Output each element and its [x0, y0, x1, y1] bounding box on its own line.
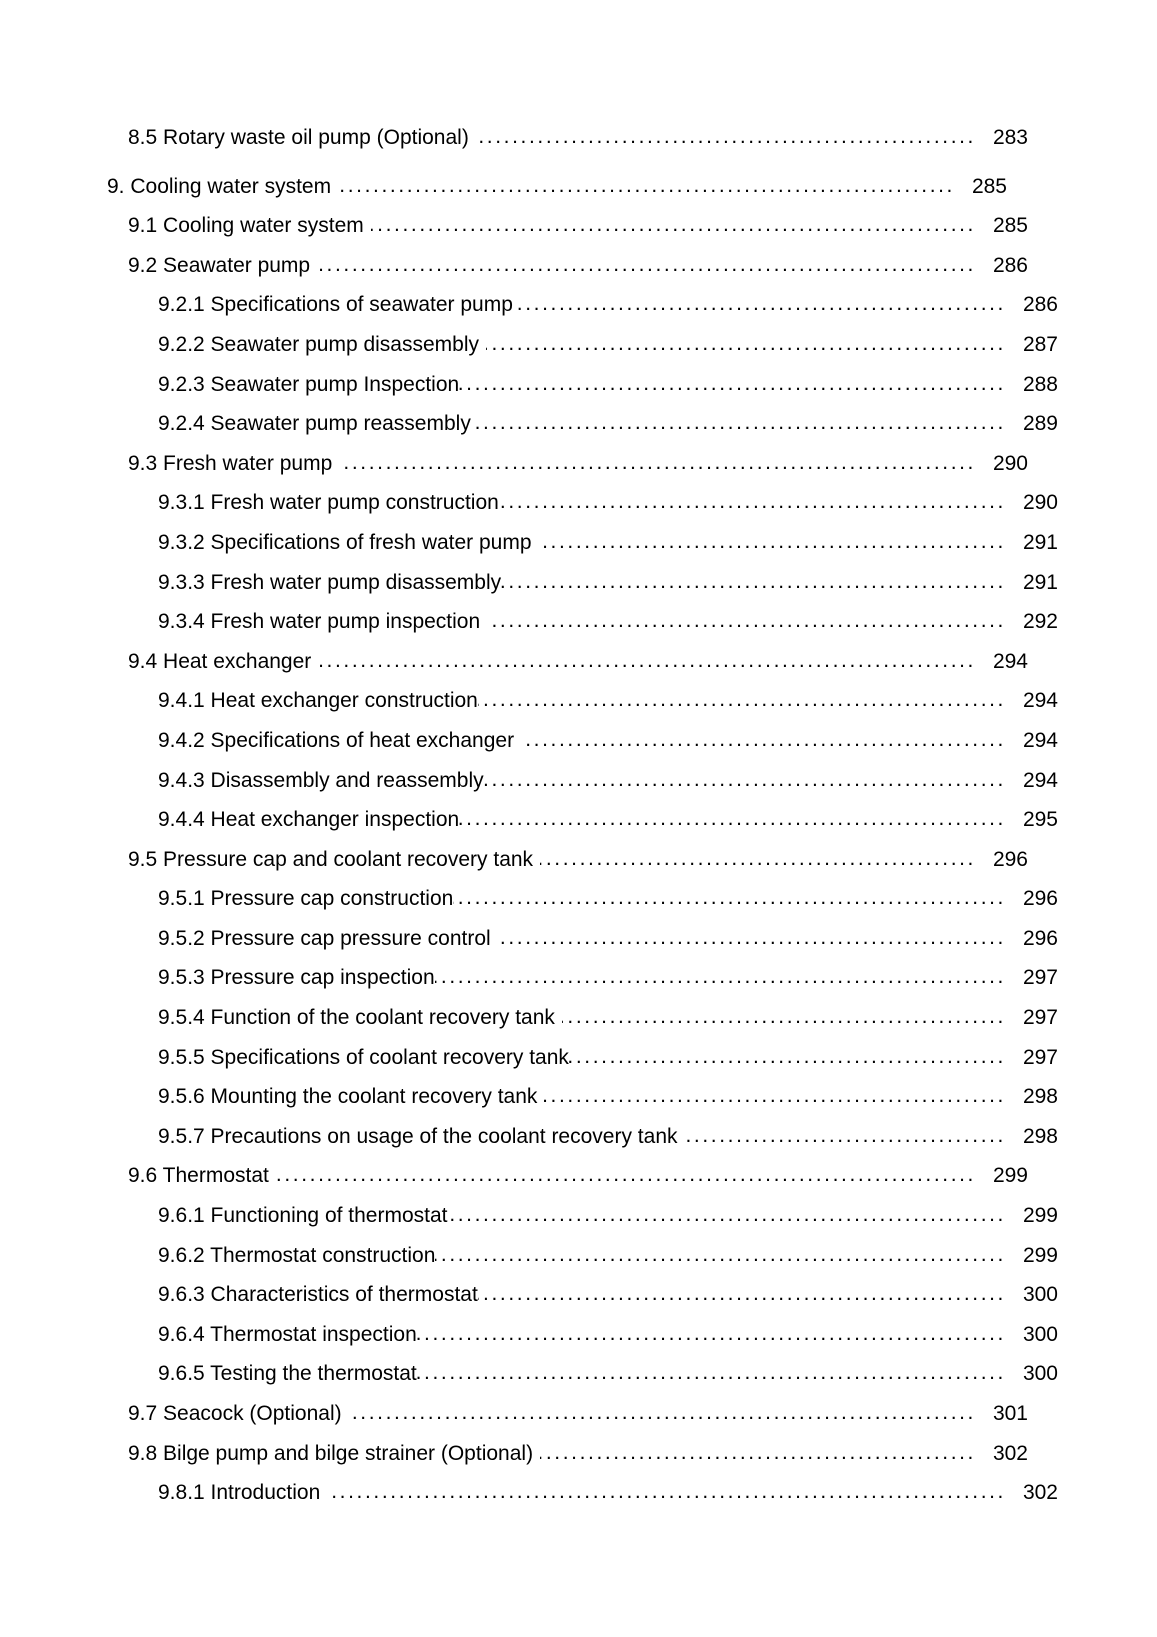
toc-entry-page-number: 298 — [1022, 1124, 1058, 1148]
toc-entry-page-number: 292 — [1022, 610, 1058, 634]
toc-entry-title: 9.4.1 Heat exchanger construction — [158, 689, 478, 713]
toc-entry-page-number: 295 — [1022, 808, 1058, 832]
toc-dot-leader — [521, 720, 1006, 760]
toc-dot-leader — [569, 1037, 1006, 1077]
toc-entry-title: 9.5.4 Function of the coolant recovery tank — [158, 1006, 555, 1030]
toc-entry-page-number: 288 — [1022, 372, 1058, 396]
toc-entry[interactable] — [107, 958, 1058, 998]
toc-dot-leader — [499, 482, 1006, 522]
toc-entry-page-number: 299 — [1022, 1243, 1058, 1267]
toc-dot-leader — [498, 918, 1006, 958]
toc-entry-page-number: 290 — [1022, 491, 1058, 515]
toc-entry-page-number: 287 — [1022, 332, 1058, 356]
toc-entry[interactable] — [107, 285, 1058, 325]
toc-entry-title: 9.4.3 Disassembly and reassembly — [158, 768, 484, 792]
toc-entry-title: 9.3.2 Specifications of fresh water pump — [158, 530, 532, 554]
toc-entry-title: 8.5 Rotary waste oil pump (Optional) — [128, 126, 469, 149]
toc-dot-leader — [417, 1314, 1006, 1354]
toc-entry-page-number: 300 — [1022, 1322, 1058, 1346]
toc-entry[interactable] — [107, 879, 1058, 919]
toc-entry-page-number: 296 — [1022, 887, 1058, 911]
toc-dot-leader — [484, 760, 1006, 800]
toc-dot-leader — [540, 839, 976, 879]
toc-entry[interactable] — [107, 1434, 1028, 1474]
toc-entry-title: 9.6.4 Thermostat inspection — [158, 1322, 417, 1346]
toc-entry[interactable] — [107, 840, 1028, 880]
toc-entry[interactable] — [107, 1394, 1028, 1434]
toc-entry-page-number: 300 — [1022, 1362, 1058, 1386]
toc-entry[interactable] — [107, 1038, 1058, 1078]
toc-entry[interactable] — [107, 602, 1058, 642]
toc-entry-title: 9.6 Thermostat — [128, 1164, 269, 1188]
toc-entry-page-number: 302 — [1022, 1481, 1058, 1505]
toc-entry-title: 9.8.1 Introduction — [158, 1481, 321, 1505]
toc-entry-title: 9.3 Fresh water pump — [128, 451, 333, 475]
toc-entry[interactable] — [107, 721, 1058, 761]
toc-entry-page-number: 285 — [971, 174, 1007, 198]
toc-entry[interactable] — [107, 1315, 1058, 1355]
toc-dot-leader — [435, 957, 1006, 997]
toc-dot-leader — [478, 680, 1006, 720]
toc-entry-page-number: 291 — [1022, 570, 1058, 594]
toc-entry-title: 9.2.3 Seawater pump Inspection — [158, 372, 460, 396]
toc-entry[interactable] — [107, 919, 1058, 959]
toc-entry[interactable] — [107, 483, 1058, 523]
toc-entry[interactable] — [107, 167, 1007, 207]
toc-entry-title: 9.3.4 Fresh water pump inspection — [158, 610, 481, 634]
toc-dot-leader — [318, 641, 976, 681]
toc-dot-leader — [448, 1195, 1007, 1235]
toc-dot-leader — [435, 1235, 1006, 1275]
toc-entry-page-number: 286 — [1022, 293, 1058, 317]
toc-entry[interactable] — [107, 118, 1028, 158]
toc-entry[interactable] — [107, 1236, 1058, 1276]
toc-entry[interactable] — [107, 642, 1028, 682]
toc-entry[interactable] — [107, 365, 1058, 405]
toc-entry-title: 9.5.7 Precautions on usage of the coolant recovery tank — [158, 1124, 678, 1148]
toc-entry-title: 9.2.4 Seawater pump reassembly — [158, 412, 471, 436]
toc-entry[interactable] — [107, 1156, 1028, 1196]
toc-entry-title: 9.5 Pressure cap and coolant recovery tank — [128, 847, 534, 871]
toc-entry-title: 9.3.1 Fresh water pump construction — [158, 491, 499, 515]
toc-entry-page-number: 283 — [992, 126, 1028, 149]
toc-dot-leader — [476, 117, 976, 157]
toc-entry-title: 9.6.1 Functioning of thermostat — [158, 1204, 448, 1228]
toc-entry-title: 9.4 Heat exchanger — [128, 649, 312, 673]
toc-entry[interactable] — [107, 1275, 1058, 1315]
toc-entry-title: 9.4.2 Specifications of heat exchanger — [158, 728, 515, 752]
toc-entry-page-number: 291 — [1022, 530, 1058, 554]
toc-dot-leader — [453, 878, 1006, 918]
toc-entry-page-number: 294 — [992, 649, 1028, 673]
toc-entry[interactable] — [107, 325, 1058, 365]
toc-entry-page-number: 297 — [1022, 1045, 1058, 1069]
toc-dot-leader — [417, 1353, 1006, 1393]
toc-entry-page-number: 300 — [1022, 1283, 1058, 1307]
toc-dot-leader — [459, 364, 1006, 404]
toc-entry[interactable] — [107, 761, 1058, 801]
toc-entry-page-number: 299 — [992, 1164, 1028, 1188]
toc-dot-leader — [339, 443, 976, 483]
toc-entry-page-number: 297 — [1022, 1006, 1058, 1030]
toc-dot-leader — [471, 403, 1006, 443]
toc-dot-leader — [327, 1472, 1006, 1512]
toc-entry[interactable] — [107, 1473, 1058, 1513]
toc-entry-page-number: 301 — [992, 1402, 1028, 1425]
toc-entry-page-number: 290 — [992, 451, 1028, 475]
toc-dot-leader — [338, 166, 955, 206]
toc-entry-title: 9.2.2 Seawater pump disassembly — [158, 332, 479, 356]
toc-entry-title: 9.2.1 Specifications of seawater pump — [158, 293, 513, 317]
toc-entry-page-number: 294 — [1022, 768, 1058, 792]
toc-entry-title: 9.6.2 Thermostat construction — [158, 1243, 436, 1267]
toc-dot-leader — [539, 522, 1006, 562]
toc-entry-title: 9.8 Bilge pump and bilge strainer (Optional) — [128, 1441, 534, 1465]
toc-entry-title: 9.5.3 Pressure cap inspection — [158, 966, 435, 990]
toc-entry[interactable] — [107, 800, 1058, 840]
toc-entry-page-number: 285 — [992, 214, 1028, 238]
toc-entry-page-number: 299 — [1022, 1204, 1058, 1228]
toc-list — [107, 118, 1058, 1513]
toc-dot-leader — [371, 205, 976, 245]
toc-entry[interactable] — [107, 1077, 1058, 1117]
toc-dot-leader — [513, 284, 1006, 324]
toc-entry[interactable] — [107, 206, 1028, 246]
toc-entry[interactable] — [107, 1117, 1058, 1157]
toc-entry[interactable] — [107, 998, 1058, 1038]
toc-entry-page-number: 294 — [1022, 689, 1058, 713]
toc-entry-page-number: 296 — [1022, 926, 1058, 950]
toc-entry-title: 9.6.5 Testing the thermostat — [158, 1362, 417, 1386]
toc-entry-title: 9.5.2 Pressure cap pressure control — [158, 926, 491, 950]
toc-dot-leader — [317, 245, 976, 285]
toc-entry-title: 9.3.3 Fresh water pump disassembly — [158, 570, 502, 594]
toc-dot-leader — [478, 1274, 1006, 1314]
toc-dot-leader — [685, 1116, 1007, 1156]
toc-dot-leader — [487, 601, 1006, 641]
toc-entry-page-number: 286 — [992, 253, 1028, 277]
toc-entry[interactable] — [107, 1354, 1058, 1394]
toc-dot-leader — [349, 1393, 976, 1433]
toc-entry-title: 9.2 Seawater pump — [128, 253, 311, 277]
toc-entry[interactable] — [107, 523, 1058, 563]
toc-entry-page-number: 294 — [1022, 728, 1058, 752]
toc-entry-title: 9.7 Seacock (Optional) — [128, 1402, 342, 1425]
toc-entry[interactable] — [107, 563, 1058, 603]
toc-dot-leader — [501, 562, 1006, 602]
toc-entry-title: 9.5.6 Mounting the coolant recovery tank — [158, 1085, 538, 1109]
toc-entry[interactable] — [107, 404, 1058, 444]
toc-dot-leader — [459, 799, 1006, 839]
toc-entry[interactable] — [107, 1196, 1058, 1236]
toc-dot-leader — [562, 997, 1006, 1037]
toc-entry-page-number: 296 — [992, 847, 1028, 871]
toc-dot-leader — [276, 1155, 976, 1195]
toc-dot-leader — [486, 324, 1006, 364]
toc-dot-leader — [544, 1076, 1006, 1116]
toc-entry-title: 9.6.3 Characteristics of thermostat — [158, 1283, 478, 1307]
toc-dot-leader — [540, 1433, 976, 1473]
toc-entry[interactable] — [107, 246, 1028, 286]
toc-entry-title: 9.5.5 Specifications of coolant recovery tank — [158, 1045, 569, 1069]
toc-entry-page-number: 298 — [1022, 1085, 1058, 1109]
toc-entry-title: 9.5.1 Pressure cap construction — [158, 887, 454, 911]
toc-entry-title: 9.1 Cooling water system — [128, 214, 364, 238]
toc-entry-title: 9. Cooling water system — [107, 174, 332, 198]
toc-entry[interactable] — [107, 444, 1028, 484]
toc-entry-page-number: 297 — [1022, 966, 1058, 990]
toc-entry[interactable] — [107, 681, 1058, 721]
toc-entry-page-number: 289 — [1022, 412, 1058, 436]
toc-entry-page-number: 302 — [992, 1441, 1028, 1465]
toc-entry-title: 9.4.4 Heat exchanger inspection — [158, 808, 460, 832]
